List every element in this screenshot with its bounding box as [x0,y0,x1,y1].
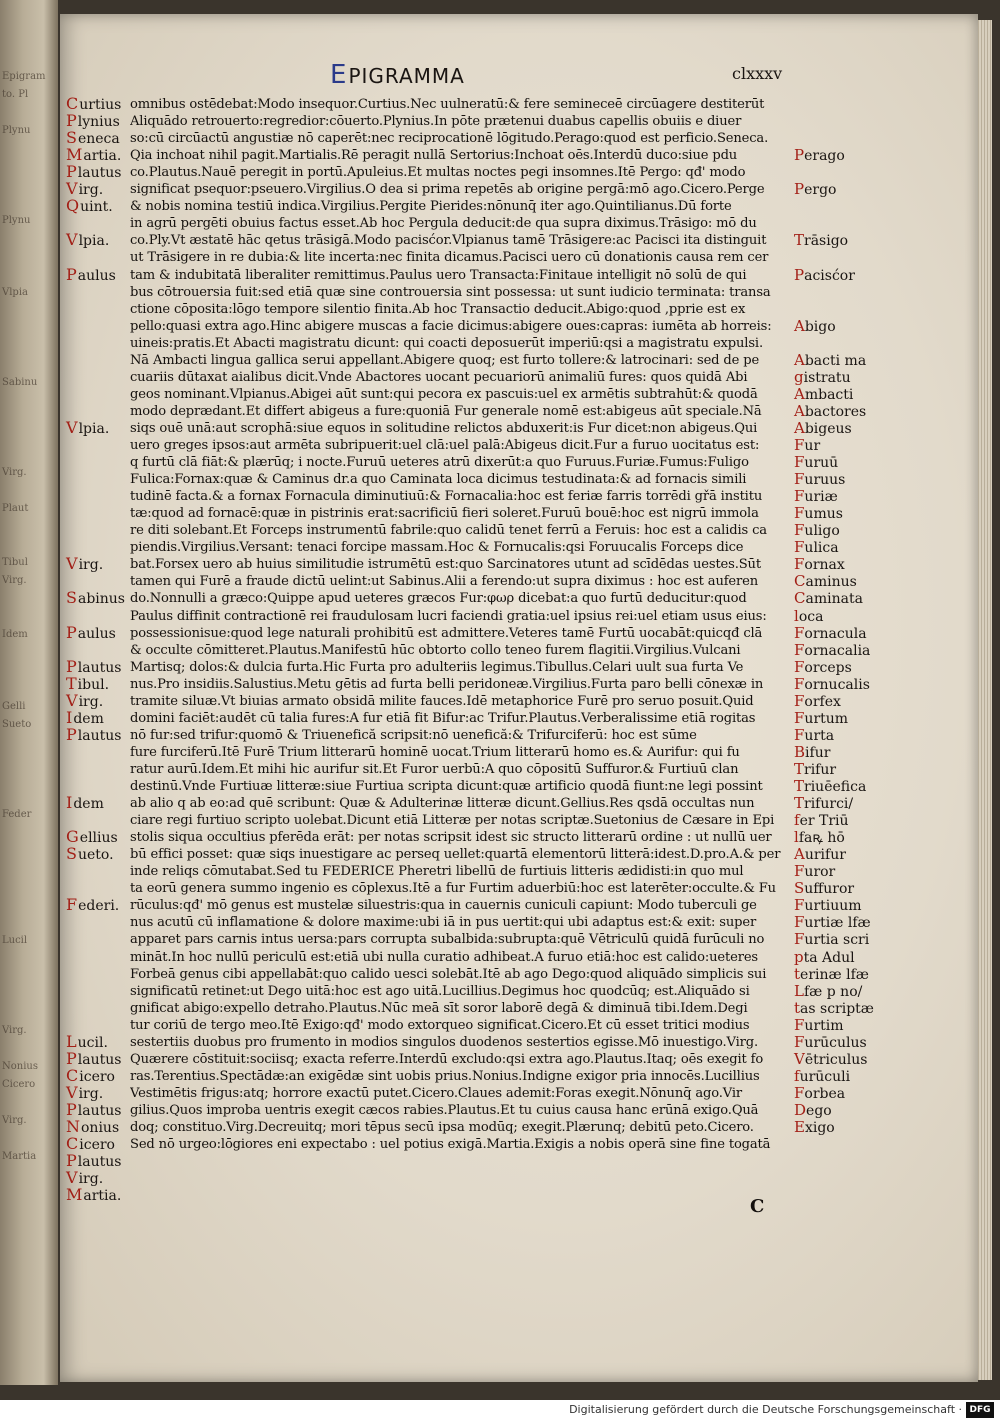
margin-keyword: Forbea [794,1083,846,1102]
text-line: ratur aurū.Idem.Et mihi hic aurifur sit.Et Furor uerbū:A quo cōpositū Suffuror.& Furtiuū clan [130,761,739,777]
facing-page-fragment: Idem [2,629,28,640]
facing-page-fragment: Lucil [2,935,28,946]
margin-keyword: pta Adul [794,947,855,966]
text-line: Aliquādo retrouerto:regredior:cōuerto.Plynius.In pōte prætenui duabus capellis obuiis e diuer [130,114,742,130]
text-line: do.Nonnulli a græco:Quippe apud ueteres græcos Fur:φωρ dicebat:a quo furtū deducitur:quod [130,591,747,607]
footer-bar [0,1400,1000,1422]
margin-author: Virg. [66,1082,104,1102]
margin-keyword: terinæ lfæ [794,964,869,983]
margin-author-rubric-initial: N [66,1117,80,1136]
text-line: bus cōtrouersia fuit:sed etiā quæ sine controuersia sint possessa: ut sunt iudicio terminata: transa [130,284,771,300]
text-line: nus.Pro insidiis.Salustius.Metu gētis ad furta belli peridoneæ.Virgilius.Furta paro belli cōnexæ in [130,676,764,692]
margin-keyword-rubric-initial: F [794,470,805,489]
text-line: fure furciferū.Itē Furē Trium litterarū hominē uocat.Trium litterarū homo es.& Aurifur: qui fu [130,744,740,760]
margin-keyword: Furuus [794,470,846,489]
text-line: re diti solebant.Et Forceps instrumentū fabrile:quo calidū tenet ferrū a Feruis: hoc est a calidis ca [130,523,767,539]
margin-keyword-rubric-initial: F [794,538,805,557]
margin-author-rubric-initial: I [66,707,73,727]
text-line: so:cū circūactū angustiæ nō caperēt:nec reciprocationē lōgitudo.Perago:quod est perficio.Seneca. [130,131,769,147]
margin-keyword: Fumus [794,504,843,523]
margin-keyword-rubric-initial: A [794,316,805,335]
margin-author-rubric-initial: V [66,690,78,710]
text-line: sestertiis duobus pro frumento in modios singulos duodenos sestertios egisse.Mō inuestigo.Virg. [130,1034,758,1050]
margin-keyword-rubric-initial: B [794,742,806,761]
margin-author: Plautus [66,656,122,676]
margin-author-rubric-initial: V [66,179,78,199]
margin-keyword: Furor [794,862,836,881]
margin-keyword: Furuū [794,453,839,472]
text-line: bat.Forsex uero ab huius similitudie istrumētū est:quo Sarcinatores utunt ad scīdēdas uestes.Sūt [130,557,761,573]
margin-author: Plynius [66,111,120,131]
margin-author-rubric-initial: M [66,145,83,165]
margin-keyword: Furtiæ lfæ [794,913,871,932]
margin-author-rubric-initial: T [66,673,77,693]
text-line: in agrū pergēti obuius factus esset.Ab hoc Pergula deducit:de qua supra diximus.Trāsigo: mō du [130,216,757,232]
margin-author: Quint. [66,196,113,216]
margin-keyword-rubric-initial: C [794,589,806,608]
margin-keyword-rubric-initial: F [794,930,805,949]
margin-author-rubric-initial: I [66,793,73,813]
margin-keyword: Aurifur [794,845,846,864]
margin-keyword-rubric-initial: F [794,436,805,454]
text-line: bū effici posset: quæ siqs inuestigare ac perseq uellet:quartā elementorū litterā:idest.D.pro.A.& per [130,847,781,863]
margin-keyword-rubric-initial: P [794,146,805,165]
margin-author: Vlpia. [66,230,110,250]
margin-author: Virg. [66,690,104,710]
margin-keyword: gistratu [794,367,851,386]
margin-keyword-rubric-initial: A [794,350,805,369]
text-line: Vestimētis frigus:atq; horrore exactū putet.Cicero.Claues ademit:Foras exegit.Nōnunq̄ ago.Vir [130,1085,742,1101]
text-line: nus acutū cū inflamatione & dolore maxime:ubi iā in pus uertit:qui ubi adaptus est:& exit: super [130,915,757,931]
margin-keyword-rubric-initial: F [794,623,805,642]
header-initial: E [330,60,348,90]
margin-keyword-rubric-initial: L [794,981,804,1000]
margin-keyword-rubric-initial: T [794,231,805,250]
margin-keyword-rubric-initial: F [794,691,805,710]
margin-author-rubric-initial: P [66,724,77,744]
margin-author: Sueto. [66,844,114,864]
text-line: rūculus:qđ' mō genus est mustelæ siluestris:qua in cauernis cuniculi capiunt: Modo tuberculi ge [130,898,757,914]
margin-author: Nonius [66,1117,120,1136]
margin-keyword-rubric-initial: T [794,759,805,778]
text-line: significat psequor:pseuero.Virgilius.O dea si prima repetēs ab origine pergā:mō ago.Cicero.Perge [130,182,765,198]
margin-keyword: Pergo [794,180,837,199]
margin-author: Idem [66,793,104,813]
margin-author: Virg. [66,554,104,574]
margin-keyword-rubric-initial: S [794,879,805,898]
margin-keyword-rubric-initial: F [794,708,805,727]
facing-page-fragment: Cicero [2,1079,36,1090]
text-line: Paulus diffinit contractionē rei fraudulosam lucri faciendi gratia:uel ipsius rei:uel etiam usus eius: [130,608,767,624]
text-line: significatū retinet:ut Dego uitā:hoc est ago uitā.Lucillius.Degimus hoc quodcūq; est.Aliquādo si [130,983,750,999]
facing-page-fragment: Plynu [2,215,31,226]
margin-keyword-rubric-initial: F [794,862,805,881]
facing-page-fragment: Tibul [2,557,28,568]
margin-keyword: Dego [794,1100,832,1119]
text-line: Qia inchoat nihil pagit.Martialis.Rē peragit nullā Sertorius:Inchoat oēs.Interdū duco:siue pdu [130,148,738,164]
margin-keyword: Trifurci/ [794,794,854,813]
facing-page-fragment: Epigram [2,71,46,82]
margin-keyword-rubric-initial: t [794,998,801,1017]
margin-keyword-rubric-initial: F [794,640,805,659]
margin-keyword: Abactores [794,401,867,420]
margin-author-rubric-initial: P [66,1048,77,1068]
facing-page-fragment: Sabinu [2,377,38,388]
margin-keyword: Fornucalis [794,674,870,693]
margin-keyword-rubric-initial: P [794,265,805,284]
text-line: & nobis nomina testiū indica.Virgilius.Pergite Pierides:nōnunq̄ iter ago.Quintilianus.Dū forte [130,199,732,215]
margin-author-rubric-initial: P [66,1151,77,1171]
margin-author: Tibul. [66,673,110,693]
margin-keyword: Fornacalia [794,640,871,659]
text-line: inde reliqs cōmutabat.Sed tu FEDERICE Pheretri libellū de furtiuis litteris ædidisti:in quo mul [130,864,744,880]
margin-author-rubric-initial: V [66,1168,78,1188]
text-line: Quærere cōstituit:sociisq; exacta referre.Interdū excludo:qsi extra ago.Plautus.Itaq; oēs exegit fo [130,1051,764,1067]
margin-keyword-rubric-initial: F [794,453,805,472]
text-line: geos nominant.Vlpianus.Abigei aūt sunt:qui pecora ex pascuis:uel ex armētis subtrahūt:& quodā [130,386,758,402]
margin-author-rubric-initial: Q [66,196,80,216]
text-line: apparet pars carnis intus uersa:pars corrupta subalbida:subrupta:quē Vētriculū quidā furūculi no [130,932,765,948]
text-line: gnificat abigo:expello detraho.Plautus.Nūc meā sīt soror laborē degā & diminuā tibi.Idem.Degi [130,1000,748,1016]
margin-keyword-rubric-initial: F [794,896,805,915]
text-line: tur coriū de tergo meo.Itē Exigo:qđ' modo extorqueo significat.Cicero.Et cū esset tritici modius [130,1017,750,1033]
facing-page-edge [0,0,58,1385]
margin-keyword-rubric-initial: p [794,947,804,966]
facing-page-fragment: Nonius [2,1061,38,1072]
text-line: gilius.Quos improba uentris exegit cæcos rabies.Plautus.Et tu cuius causa hanc erūnā exigo.Quā [130,1102,759,1118]
margin-keyword: Trifur [794,759,837,778]
margin-author: Vlpia. [66,417,110,437]
margin-keyword: Trāsigo [794,231,849,250]
facing-page-fragment: Martia [2,1151,37,1162]
margin-author-rubric-initial: V [66,417,78,437]
text-line: tamen qui Furē a fraude dictū uelint:ut Sabinus.Alii a ferendo:ut supra diximus : hoc est auferen [130,574,759,590]
facing-page-fragment: Sueto [2,719,32,730]
margin-author-rubric-initial: P [66,264,77,284]
facing-page-fragment: to. Pl [2,89,29,100]
text-line: omnibus ostēdebat:Modo insequor.Curtius.Nec uulneratū:& fere semineceē circūagere destiterūt [130,97,765,112]
margin-author: Martia. [66,145,122,165]
text-line: nō fur:sed trifur:quomō & Triuenefică scripsit:nō uenefică:& Trifurciferū: hoc est sūme [130,727,697,743]
margin-author-rubric-initial: C [66,1065,79,1085]
margin-keyword: Caminata [794,589,863,608]
margin-keyword: Abacti ma [794,350,867,369]
margin-keyword: Forceps [794,657,852,676]
margin-keyword: Pacisćor [794,265,855,284]
margin-keyword-rubric-initial: A [794,401,805,420]
margin-author-rubric-initial: C [66,1134,79,1154]
text-line: tramite siluæ.Vt biuias armato obsidā milite fauces.Idē metaphorice Furē pro seruo posuit.Quid [130,693,754,709]
margin-keyword-rubric-initial: g [794,367,804,386]
margin-keyword: Fornax [794,555,845,574]
margin-keyword: Fornacula [794,623,867,642]
text-line: ab alio q ab eo:ad quē scribunt: Quæ & Adulterinæ litteræ dicunt.Gellius.Res qsdā occultas nun [130,796,755,812]
text-line: stolis siqua occultius pferēda erāt: per notas scripsit idest sic structo litterarū ordine : ut nullū uer [130,830,772,846]
text-line: piendis.Virgilius.Versant: tenaci forcipe massam.Hoc & Fornucalis:qsi Foruucalis Forceps dice [130,540,744,556]
margin-keyword: Furtim [794,1015,844,1034]
facing-page-fragment: Plaut [2,503,29,514]
margin-keyword-rubric-initial: F [794,657,805,676]
margin-keyword-rubric-initial: F [794,504,805,523]
margin-keyword: Ambacti [794,384,854,403]
margin-keyword-rubric-initial: C [794,572,806,591]
margin-author-rubric-initial: F [66,895,78,915]
margin-author: Virg. [66,1168,104,1188]
margin-author-rubric-initial: P [66,162,77,182]
margin-keyword-rubric-initial: f [794,811,800,830]
margin-keyword-rubric-initial: F [794,1015,805,1034]
text-line: modo deprædant.Et differt abigeus a fure:quoniā Fur generale nomē est:abigeus aūt speciale.Nā [130,403,762,419]
margin-author-rubric-initial: G [66,827,79,847]
margin-keyword: Caminus [794,572,857,591]
margin-author: Cicero [66,1134,115,1154]
margin-author-rubric-initial: L [66,1031,77,1051]
margin-keyword-rubric-initial: P [794,180,805,199]
text-line: pello:quasi extra ago.Hinc abigere muscas a facie dicimus:abigere oues:capras: iumēta ab horreis: [130,318,772,334]
margin-keyword-rubric-initial: F [794,521,805,540]
margin-keyword-rubric-initial: T [794,794,805,813]
page-stack-edge [978,20,992,1380]
margin-keyword: Furtiuum [794,896,862,915]
text-line: Nā Ambacti lingua gallica serui appellant.Abigere quoq; est furto tollere:& latrocinari: sed de pe [130,352,760,368]
margin-author: Paulus [66,622,116,642]
footer-credit: Digitalisierung gefördert durch die Deutsche Forschungsgemeinschaft · [569,1403,962,1416]
margin-keyword-rubric-initial: T [794,777,805,795]
facing-page-fragment: Feder [2,809,32,820]
text-line: possessionisue:quod lege naturali prohibitū est admittere.Veteres tamē Furtū uocabāt:quicqđ clā [130,625,763,641]
margin-author-rubric-initial: S [66,588,77,608]
margin-keyword-rubric-initial: A [794,418,805,437]
margin-author: Martia. [66,1185,122,1205]
margin-keyword: furūculi [794,1066,851,1085]
margin-keyword-rubric-initial: F [794,487,805,506]
text-line: tæ:quod ad fornacē:quæ in pistrinis erat:sacrificiū fieri soleret.Furuū bouē:hoc est nigrū immola [130,506,759,522]
text-line: Forbeā genus cibi appellabāt:quo calido uesci solebāt.Itē ab ago Dego:quod aliquādo simplicis sui [130,966,767,982]
margin-keyword-rubric-initial: E [794,1118,805,1136]
margin-keyword: fer Triū [794,811,849,830]
margin-keyword: Fuligo [794,521,840,540]
margin-keyword: Abigo [794,316,836,335]
margin-keyword: Lfæ p no/ [794,981,863,1000]
margin-author: Cicero [66,1065,115,1085]
margin-keyword: Perago [794,146,845,165]
text-line: Martisq; dolos:& dulcia furta.Hic Furta pro adulteriis legimus.Tibullus.Celari uult sua furta Ve [130,659,744,675]
margin-author: Plautus [66,1099,122,1119]
text-line: Fulica:Fornax:quæ & Caminus dr.a quo Caminata loca dicimus testudinata:& ad fornacis simili [130,472,747,488]
text-line: co.Plautus.Nauē peregit in portū.Apuleius.Et multas noctes pegi insomnes.Itē Pergo: qđ' modo [130,165,746,181]
facing-page-fragment: Virg. [2,1025,27,1036]
margin-keyword-rubric-initial: F [794,555,805,574]
margin-keyword-rubric-initial: V [794,1049,805,1068]
text-line: cuariis dūtaxat aialibus dicit.Vnde Abactores uocant pecuariorū animaliū fures: quos quidā Abi [130,369,748,385]
margin-keyword: Bifur [794,742,831,761]
text-line: doq; constituo.Virg.Decreuitq; mori tēpus secū ipsa modūq; exegit.Plærunq; debitū peto.Cicero. [130,1120,754,1135]
margin-keyword: Forfex [794,691,841,710]
dfg-logo: DFG [966,1402,994,1418]
margin-keyword-rubric-initial: f [794,1066,800,1085]
margin-keyword-rubric-initial: F [794,1032,805,1051]
margin-author: Idem [66,707,104,727]
text-line: q furtū clā fiāt:& plærūq; i nocte.Furuū ueteres atrū dixerūt:a quo Furuus.Furiæ.Fumus:Fuligo [130,455,749,471]
facing-page-fragment: Virg. [2,575,27,586]
text-line: ras.Terentius.Spectādæ:an exigēdæ sint uobis prius.Nonius.Indigne exigor pria innocēs.Lucillius [130,1068,760,1084]
margin-keyword-rubric-initial: A [794,845,805,864]
margin-keyword: loca [794,606,824,625]
margin-keyword: tas scriptæ [794,998,874,1017]
margin-author-rubric-initial: P [66,656,77,676]
margin-author: Sabinus [66,588,125,608]
margin-keyword: Vētriculus [794,1049,868,1068]
text-line: mināt.In hoc nullū periculū est:etiā ubi nulla curatio adhibeat.A furuo etiā:hoc est calido:ueteres [130,949,759,965]
margin-author-rubric-initial: P [66,1099,77,1119]
facing-page-fragment: Plynu [2,125,31,136]
margin-author: Plautus [66,1048,122,1068]
margin-author: Paulus [66,264,116,284]
text-line: ut Trāsigere in re dubia:& lite incerta:nec finita dicamus.Pacisci uero cū donationis causa rem cer [130,250,769,266]
margin-author: Plautus [66,724,122,744]
margin-keyword-rubric-initial: F [794,674,805,693]
margin-keyword: Suffuror [794,879,855,898]
margin-keyword-rubric-initial: A [794,384,805,403]
text-line: uero greges ipsos:aut armēta subripuerit:uel clā:uel palā:Abigeus dicit.Fur a furuo uocitatus est: [130,438,760,453]
margin-keyword: Triuēefica [794,777,867,795]
text-line: uineis:pratis.Et Abacti magistratu dicunt: qui coacti deposuerūt imperiū:qsi a magistratu expulsi. [130,335,763,351]
text-line: tudinē facta.& a fornax Fornacula diminutiuū:& Fornacalia:hoc est feriæ farris torrēdi gřā institu [130,489,763,505]
text-line: destinū.Vnde Furtiuæ litteræ:siue Furtiua scripta dicunt:quæ artificio quodā fiunt:ne legi possint [130,779,763,794]
margin-author: Federi. [66,895,120,915]
text-line: ta eorū genera summo ingenio es cōplexus.Itē a fur Furtim aduerbiū:hoc est laterēter:occulte.& Fu [130,881,776,897]
facing-page-fragment: Virg. [2,1115,27,1126]
margin-author: Seneca [66,128,120,148]
margin-author: Lucil. [66,1031,108,1051]
margin-author: Gellius [66,827,118,847]
facing-page-fragment: Virg. [2,467,27,478]
margin-keyword: Furta [794,725,835,744]
signature-mark: C [750,1196,765,1217]
margin-keyword: Furūculus [794,1032,867,1051]
margin-author-rubric-initial: S [66,844,77,864]
text-line: co.Ply.Vt æstatē hāc qetus trāsigā.Modo pacisćor.Vlpianus tamē Trāsigere:ac Pacisci ita distinguit [130,233,767,249]
margin-author-rubric-initial: S [66,128,77,148]
margin-author-rubric-initial: V [66,230,78,250]
margin-author-rubric-initial: V [66,1082,78,1102]
text-line: ciare regi furtiuo scripto uolebat.Dicunt etiā Litteræ per notas scriptæ.Suetonius de Cæsare in Epi [130,813,775,829]
margin-author: Plautus [66,1151,122,1171]
facing-page-fragment: Gelli [2,701,26,712]
text-line: siqs ouē unā:aut scrophā:siue equos in solitudine relictos abduxerit:is Fur dicet:non abigeus.Qui [130,420,758,436]
text-line: & occulte cōmitteret.Plautus.Manifestū hūc obtorto collo teneo furem flagitii.Virgilius.Vulcani [130,642,741,658]
folio-number: clxxxv [732,64,783,83]
text-line: ctione cōposita:lōgo tempore silentio finita.Ab hoc Transactio deducit.Abigo:quod ,pprie est ex [130,301,746,317]
header-title: PIGRAMMA [348,64,465,88]
margin-keyword-rubric-initial: F [794,913,805,932]
margin-keyword-rubric-initial: F [794,1083,805,1102]
margin-keyword: lfaꝶ hō [794,828,845,847]
margin-keyword: Furtum [794,708,849,727]
margin-author: Virg. [66,179,104,199]
margin-keyword-rubric-initial: D [794,1100,807,1119]
margin-author-rubric-initial: V [66,554,78,574]
facing-page-fragment: Vlpia [2,287,28,298]
margin-keyword: Fur [794,436,821,454]
margin-keyword-rubric-initial: l [794,606,799,625]
margin-author: Curtius [66,94,122,113]
margin-author-rubric-initial: P [66,622,77,642]
text-line: Sed nō urgeo:lōgiores eni expectabo : uel potius exigā.Martia.Exigis a nobis operā sine fine togatā [130,1137,771,1153]
margin-keyword-rubric-initial: l [794,828,799,847]
text-line: tam & indubitatā liberaliter remittimus.Paulus uero Transacta:Finitaue intelligit nō solū de qui [130,267,747,283]
margin-keyword-rubric-initial: F [794,725,805,744]
margin-keyword: Fulica [794,538,839,557]
margin-keyword: Exigo [794,1118,835,1136]
margin-author-rubric-initial: P [66,111,77,131]
margin-author-rubric-initial: M [66,1185,83,1205]
margin-author: Plautus [66,162,122,182]
margin-keyword: Furtia scri [794,930,870,949]
margin-keyword: Furiæ [794,487,838,506]
running-header [330,60,465,90]
margin-keyword: Abigeus [794,418,852,437]
margin-author-rubric-initial: C [66,94,79,113]
margin-keyword-rubric-initial: t [794,964,801,983]
text-line: domini faciēt:audēt cū talia fures:A fur etiā fit Bifur:ac Trifur.Plautus.Verberalissime etiā rogitas [130,710,756,726]
